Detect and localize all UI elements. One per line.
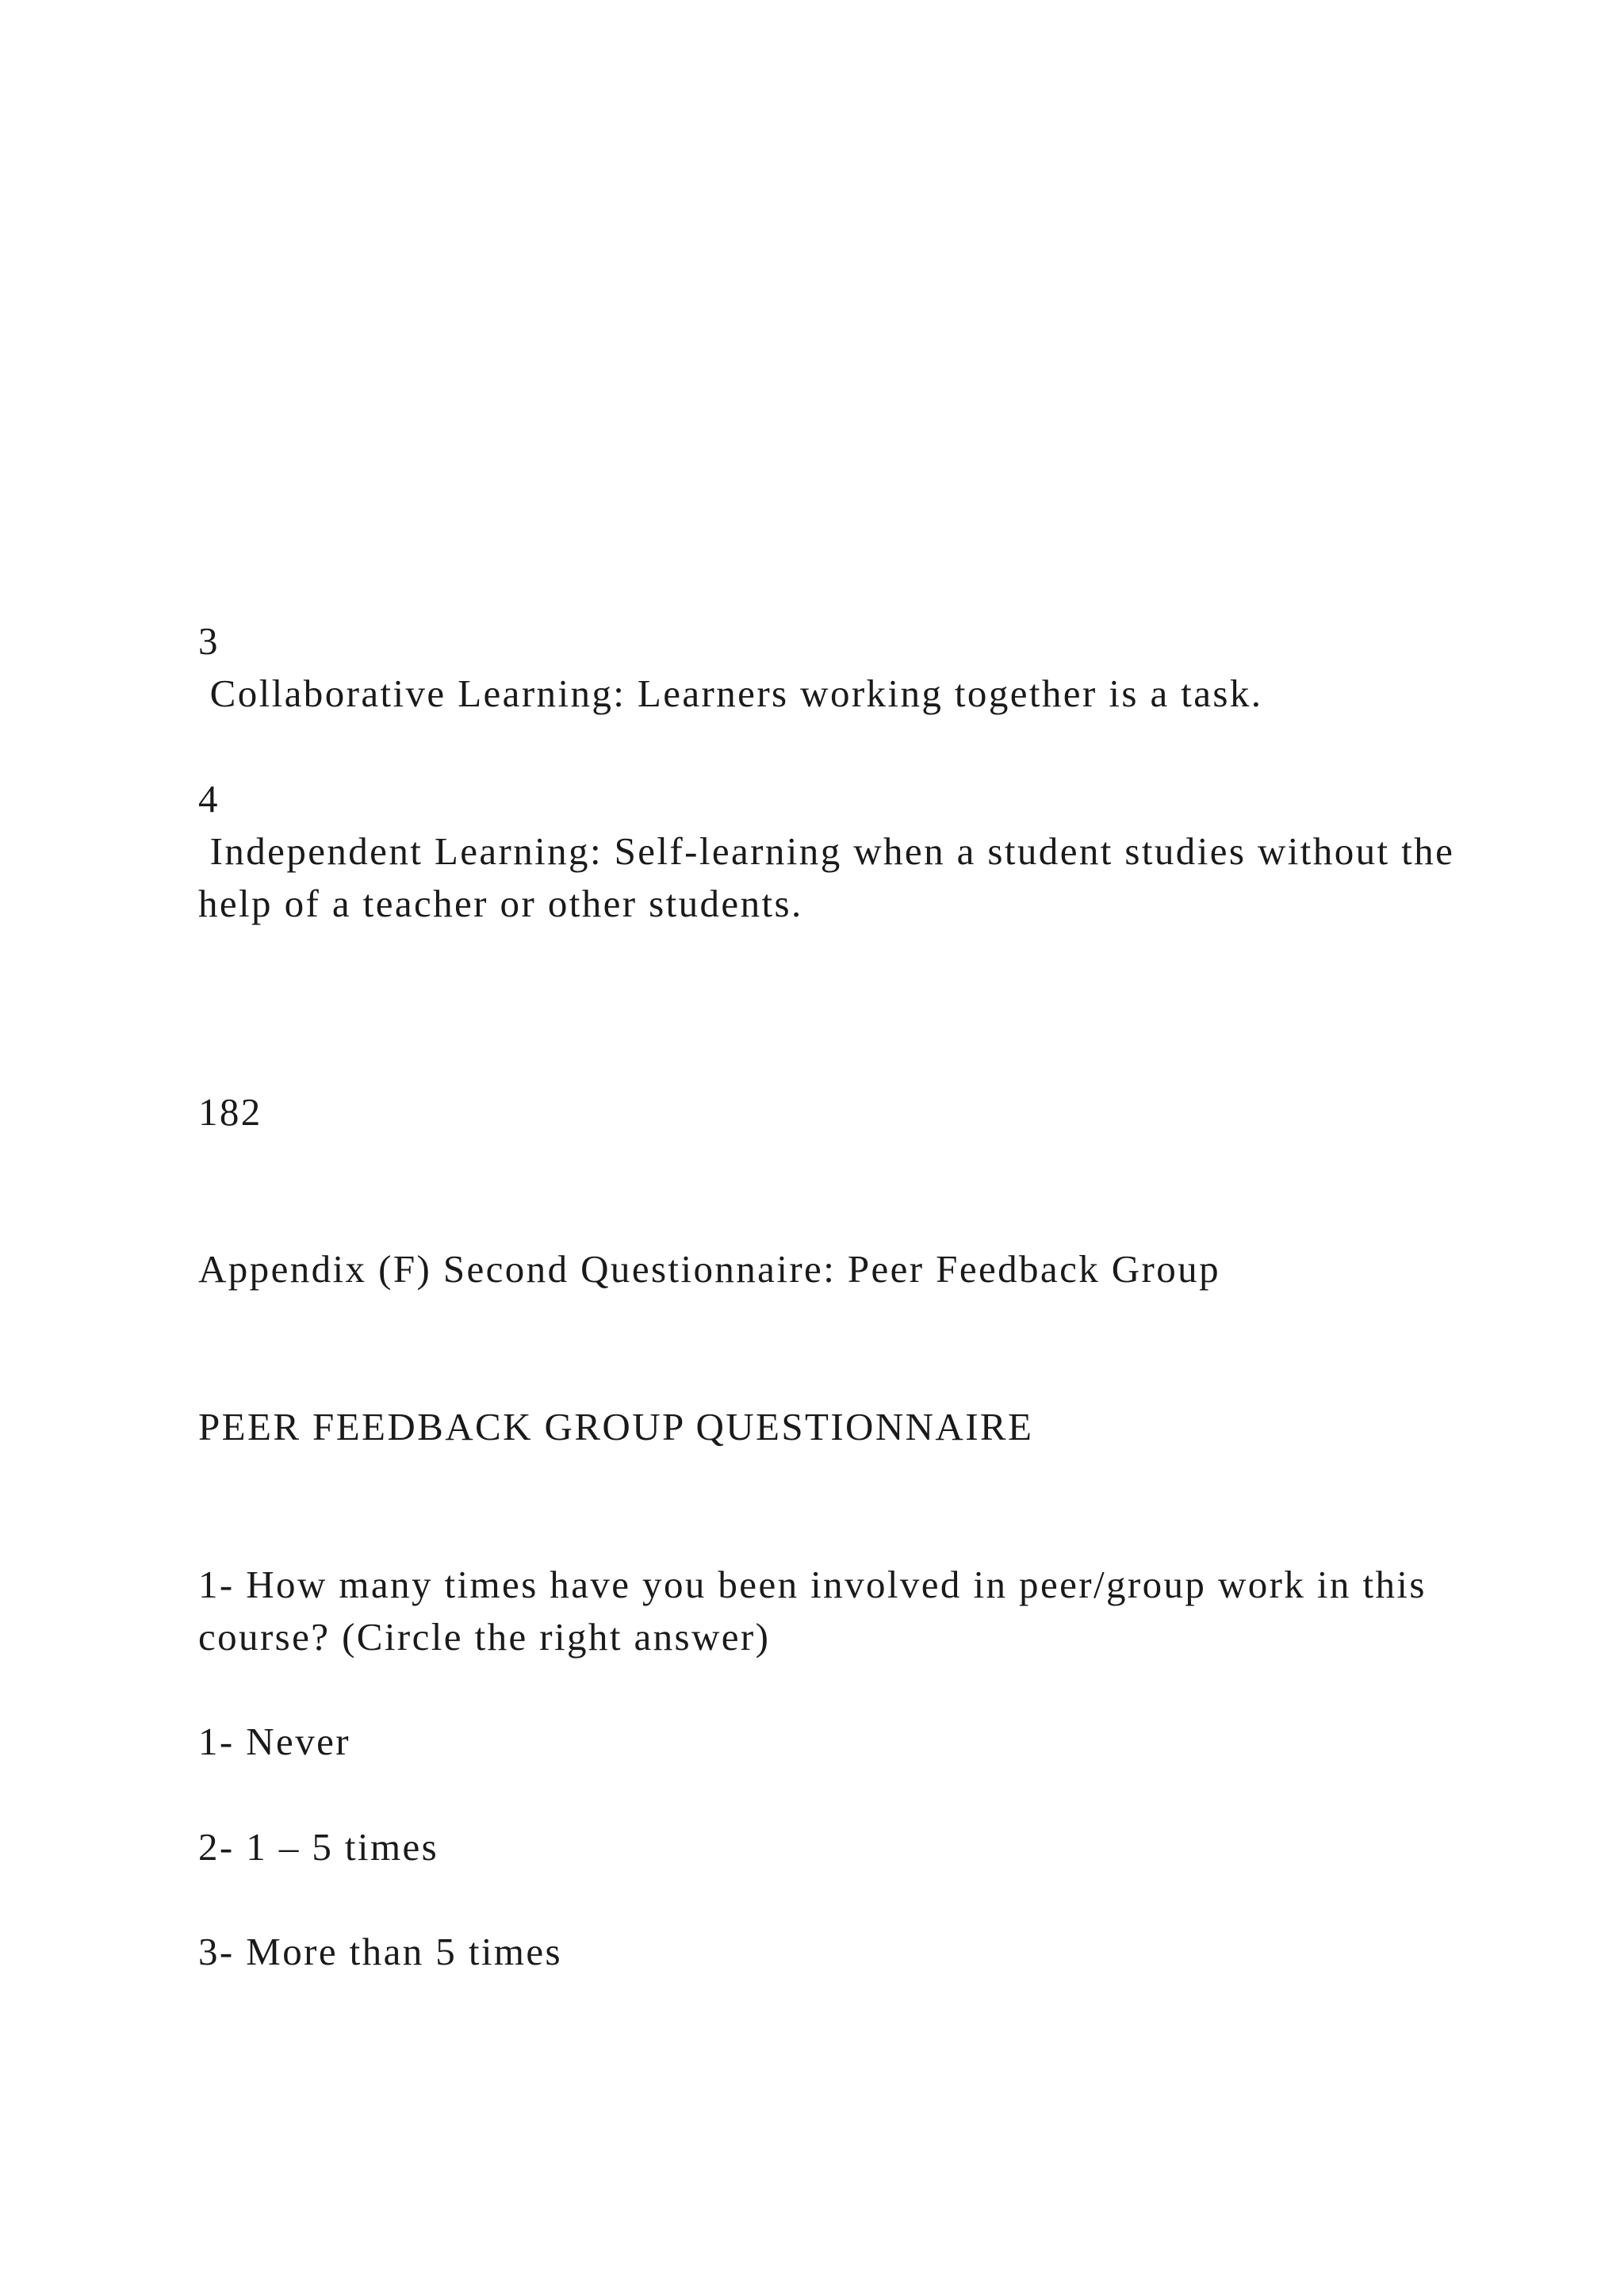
question-1-option-1-5-times: 2- 1 – 5 times	[198, 1825, 439, 1869]
page-number: 182	[198, 1090, 262, 1134]
appendix-heading: Appendix (F) Second Questionnaire: Peer Feedback Group	[198, 1247, 1220, 1291]
footnote-4-number: 4	[198, 777, 220, 821]
footnote-3-text: Collaborative Learning: Learners working together is a task.	[198, 672, 1263, 715]
questionnaire-title: PEER FEEDBACK GROUP QUESTIONNAIRE	[198, 1405, 1034, 1448]
question-1-text: 1- How many times have you been involved in peer/group work in this course? (Circle the right answer)	[198, 1563, 1438, 1659]
footnote-4-text: Independent Learning: Self-learning when a student studies without the help of a teacher or other students.	[198, 829, 1466, 925]
question-1-option-more-than-5: 3- More than 5 times	[198, 1930, 562, 1973]
question-1-option-never: 1- Never	[198, 1720, 350, 1763]
footnote-3-number: 3	[198, 619, 220, 663]
